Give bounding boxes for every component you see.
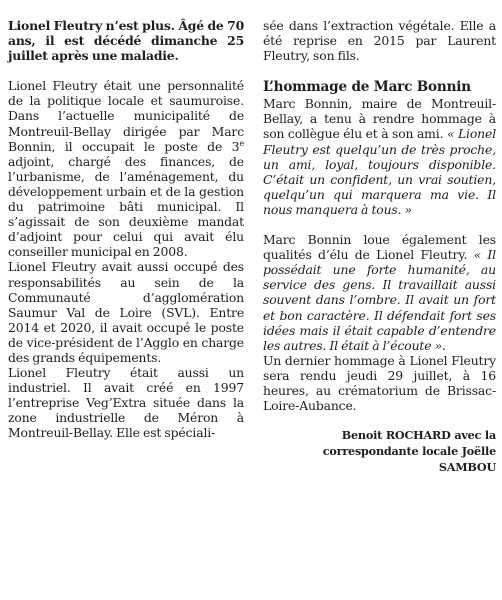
paragraph-biography-start: Lionel Fleutry était une personnalité de la politique locale et saumuroise. Dans l’actuelle municipalité de Montreuil-Bellay dirigée par Marc Bonnin, il occupait le poste de 3 bbox=[8, 78, 244, 154]
qualities-quote: « Il possédait une forte humanité, au service des gens. Il travaillait aussi souvent dans l’ombre. Il avait un fort et bon caractère. Il défendait fort ses idées mais il était capable d’entendre les autres. Il était à l’écoute ». bbox=[263, 247, 496, 353]
paragraph-qualities bbox=[263, 232, 496, 353]
paragraph-company-continued: sée dans l’extraction végétale. Elle a été reprise en 2015 par Laurent Fleutry, son fils. bbox=[263, 18, 496, 64]
left-column bbox=[8, 18, 244, 475]
paragraph-tribute bbox=[263, 96, 496, 217]
paragraph-funeral: Un dernier hommage à Lionel Fleutry sera rendu jeudi 29 juillet, à 16 heures, au crématorium de Brissac-Loire-Aubance. bbox=[263, 352, 496, 414]
byline bbox=[263, 427, 496, 475]
qualities-intro: Marc Bonnin loue également les qualités d’élu de Lionel Fleutry. bbox=[263, 232, 496, 263]
paragraph-biography bbox=[8, 78, 244, 259]
article-columns bbox=[8, 18, 496, 475]
ordinal-superscript: e bbox=[239, 138, 244, 148]
byline-line-1: Benoit ROCHARD avec la bbox=[341, 428, 496, 443]
paragraph-biography-end: adjoint, chargé des finances, de l’urbanisme, de l’aménagement, du développement urbain et de la gestion du patrimoine bâti municipal. Il s’agissait de son deuxième mandat d’adjoint pour celui qui avait élu conseiller municipal en 2008. bbox=[8, 153, 244, 260]
paragraph-industry: Lionel Fleutry était aussi un industriel. Il avait créé en 1997 l’entreprise Veg’Extra située dans la zone industrielle de Méron à Montreuil-Bellay. Elle est spéciali- bbox=[8, 365, 244, 441]
section-heading: L’hommage de Marc Bonnin bbox=[263, 79, 471, 96]
tribute-intro: Marc Bonnin, maire de Montreuil-Bellay, a tenu à rendre hommage à son collègue élu et à son ami. bbox=[263, 96, 496, 142]
paragraph-agglomeration: Lionel Fleutry avait aussi occupé des responsabilités au sein de la Communauté d’agglomération Saumur Val de Loire (SVL). Entre 2014 et 2020, il avait occupé le poste de vice-président de l’Agglo en charge des grands équipements. bbox=[8, 259, 244, 365]
right-column bbox=[263, 18, 496, 475]
tribute-quote: « Lionel Fleutry est quelqu’un de très proche, un ami, loyal, toujours disponible. C’était un confident, un vrai soutien, quelqu’un qui marquera ma vie. Il nous manquera à tous. » bbox=[263, 126, 497, 217]
article-lede: Lionel Fleutry n’est plus. Âgé de 70 ans, il est décédé dimanche 25 juillet après une maladie. bbox=[8, 18, 244, 64]
byline-line-2: correspondante locale Joëlle SAMBOU bbox=[322, 444, 496, 475]
